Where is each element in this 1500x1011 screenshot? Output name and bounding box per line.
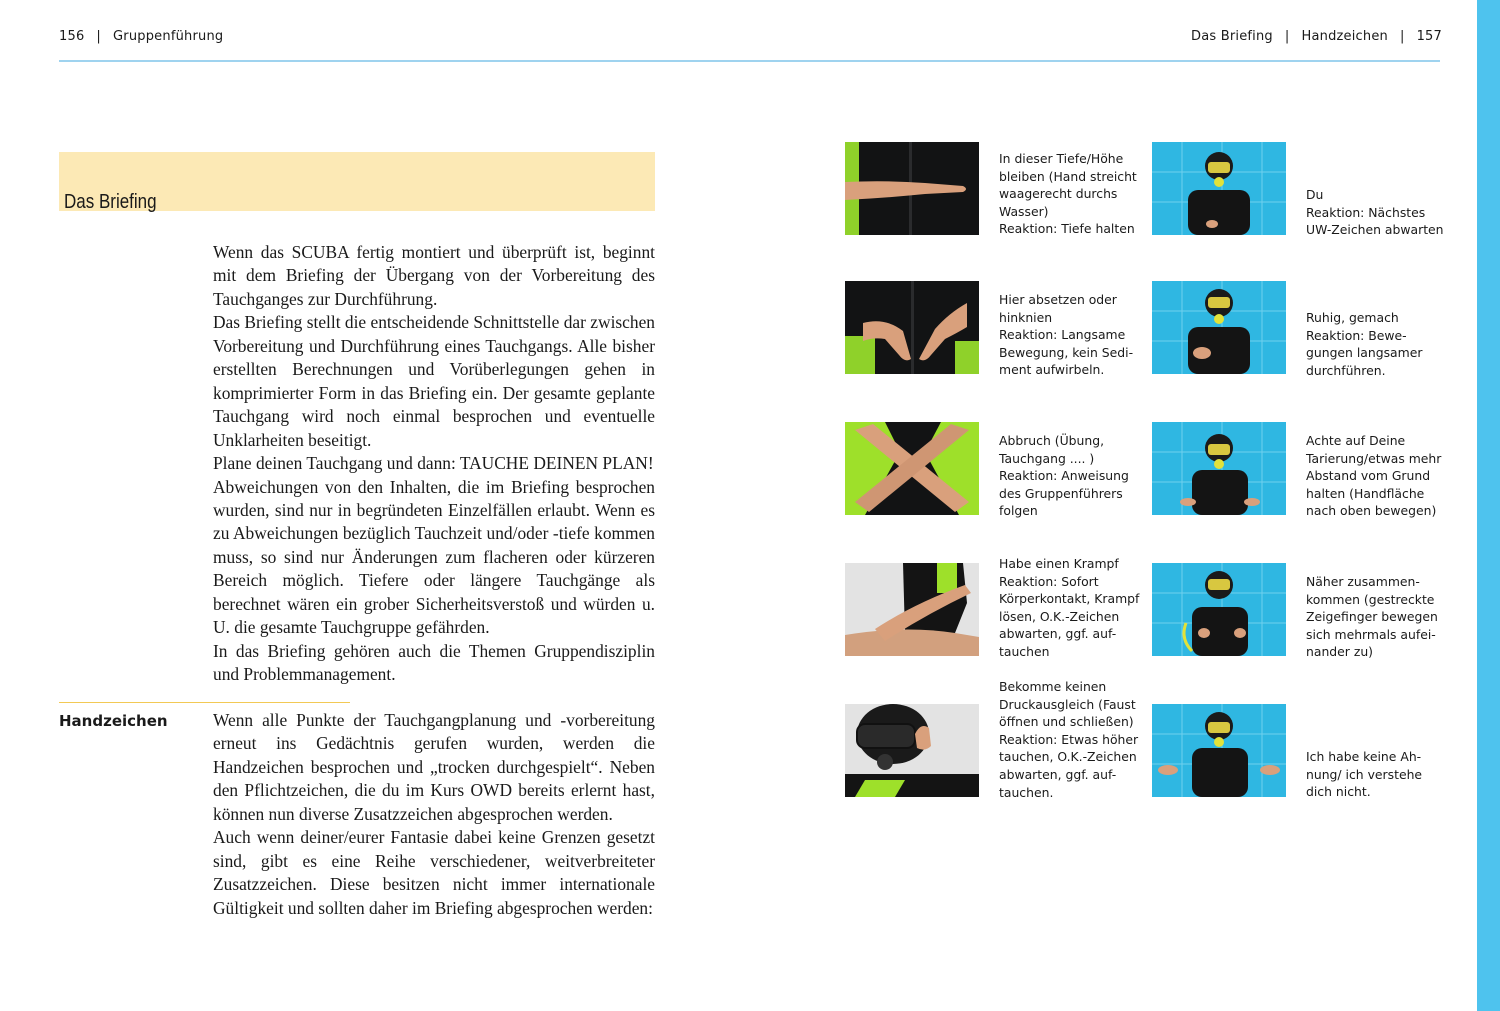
- body-paragraph: Wenn das SCUBA fertig montiert und überprüft ist, beginnt mit dem Briefing der Übergang von der Vorbereitung des Tauchganges zur Durchführung.: [213, 242, 655, 309]
- header-separator: |: [96, 29, 102, 44]
- caption-line: nach oben bewegen): [1306, 503, 1437, 519]
- right-page-number: 157: [1416, 29, 1442, 44]
- hand-sign-photo: [1152, 563, 1286, 656]
- caption-line: Reaktion: Tiefe halten: [999, 221, 1135, 237]
- caption-line: In dieser Tiefe/Höhe: [999, 151, 1124, 166]
- caption-line: folgen: [999, 503, 1038, 519]
- section-title: Das Briefing: [64, 191, 157, 213]
- hand-sign-photo: [845, 422, 979, 515]
- caption-line: Druckausgleich (Faust: [999, 696, 1136, 712]
- caption-line: lösen, O.K.-Zeichen: [999, 608, 1120, 624]
- caption-line: Reaktion: Nächstes: [1306, 204, 1426, 220]
- hand-sign-caption: [999, 150, 1141, 238]
- hand-sign-photo: [1152, 704, 1286, 797]
- caption-line: abwarten, ggf. auf-: [999, 766, 1117, 782]
- caption-line: Reaktion: Sofort: [999, 573, 1099, 589]
- caption-line: Tauchgang .... ): [999, 450, 1095, 466]
- subsection-rule: [59, 702, 350, 703]
- caption-line: Tarierung/etwas mehr: [1306, 450, 1442, 466]
- caption-line: Reaktion: Etwas höher: [999, 731, 1139, 747]
- hand-sign-photo: [1152, 281, 1286, 374]
- caption-line: nung/ ich verstehe: [1306, 766, 1423, 782]
- header-separator: |: [1284, 29, 1290, 44]
- caption-line: durchführen.: [1306, 362, 1386, 378]
- left-page-number: 156: [59, 29, 85, 44]
- right-running-subsection: Handzeichen: [1301, 29, 1388, 44]
- caption-line: gungen langsamer: [1306, 345, 1423, 361]
- caption-line: tauchen, O.K.-Zeichen: [999, 749, 1137, 765]
- hand-sign-photo: [845, 563, 979, 656]
- hand-sign-photo: [1152, 422, 1286, 515]
- caption-line: kommen (gestreckte: [1306, 591, 1435, 607]
- caption-line: ment aufwirbeln.: [999, 362, 1105, 378]
- left-page-header: [59, 29, 223, 44]
- hand-sign-caption: [999, 678, 1141, 801]
- caption-line: Näher zusammen-: [1306, 574, 1420, 589]
- hand-sign-caption: [999, 432, 1141, 520]
- caption-line: Körperkontakt, Krampf: [999, 591, 1140, 607]
- caption-line: sich mehrmals aufei-: [1306, 626, 1436, 642]
- right-page-header: [1191, 29, 1442, 44]
- caption-line: dich nicht.: [1306, 784, 1371, 800]
- header-separator: |: [1399, 29, 1405, 44]
- caption-line: Reaktion: Bewe-: [1306, 327, 1407, 343]
- header-rule: [59, 60, 1440, 62]
- left-running-title: Gruppenführung: [113, 29, 224, 44]
- hand-sign-caption: [1306, 573, 1448, 661]
- caption-line: tauchen.: [999, 784, 1054, 800]
- caption-line: Bewegung, kein Sedi-: [999, 344, 1134, 360]
- hand-sign-caption: [1306, 432, 1448, 520]
- body-paragraph: Abweichungen von den Inhalten, die im Briefing besprochen wurden, sind nur in begründeten Einzelfällen erlaubt. Wenn es zu Abweichungen bezüglich Tauchzeit und/oder -tiefe kommen muss, so sind nur Änderungen zum flacheren oder kürzeren Bereich möglich. Tiefere oder längere Tauchgänge als berechnet wären ein grober Sicherheitsverstoß und würden u. U. die gesamte Tauchgruppe gefährden.: [213, 476, 655, 638]
- caption-line: Du: [1306, 187, 1324, 202]
- right-running-section: Das Briefing: [1191, 29, 1273, 44]
- caption-line: Abstand vom Grund: [1306, 468, 1431, 484]
- caption-line: Wasser): [999, 203, 1049, 219]
- caption-line: des Gruppenführers: [999, 485, 1123, 501]
- section-heading-box: [59, 152, 655, 211]
- page-edge-color-strip: [1477, 0, 1500, 1011]
- hand-sign-photo: [845, 281, 979, 374]
- caption-line: Achte auf Deine: [1306, 433, 1406, 448]
- hand-sign-photo: [845, 142, 979, 235]
- body-paragraph: In das Briefing gehören auch die Themen Gruppendisziplin und Problemmanagement.: [213, 640, 655, 685]
- caption-line: UW-Zeichen abwarten: [1306, 222, 1444, 238]
- hand-sign-photo: [845, 704, 979, 797]
- caption-line: hinknien: [999, 309, 1053, 325]
- caption-line: Abbruch (Übung,: [999, 433, 1105, 448]
- body-paragraph: Das Briefing stellt die entscheidende Schnittstelle dar zwischen Vorbereitung und Durchführung eines Tauchgangs. Alle bisher erstellten Berechnungen und Vorüberlegungen gehen in komprimierter Form in das Briefing ein. Der gesamte geplante Tauchgang wird noch einmal besprochen und eventuelle Unklarheiten beseitigt.: [213, 312, 655, 450]
- caption-line: Habe einen Krampf: [999, 556, 1119, 571]
- caption-line: Ruhig, gemach: [1306, 310, 1399, 325]
- caption-line: Bekomme keinen: [999, 679, 1107, 694]
- caption-line: Hier absetzen oder: [999, 292, 1117, 307]
- subsection-side-label: Handzeichen: [59, 712, 168, 730]
- body-paragraph: Plane deinen Tauchgang und dann: TAUCHE DEINEN PLAN!: [213, 453, 654, 474]
- hand-sign-caption: [1306, 309, 1448, 379]
- caption-line: öffnen und schließen): [999, 714, 1134, 730]
- handzeichen-body-text: [213, 709, 655, 920]
- caption-line: halten (Handfläche: [1306, 485, 1425, 501]
- hand-sign-caption: [999, 555, 1141, 661]
- caption-line: Zeigefinger bewegen: [1306, 609, 1438, 625]
- caption-line: abwarten, ggf. auf-: [999, 626, 1117, 642]
- caption-line: waagerecht durchs: [999, 186, 1118, 202]
- hand-sign-caption: [1306, 186, 1448, 239]
- caption-line: Ich habe keine Ah-: [1306, 749, 1422, 764]
- briefing-body-text: [213, 241, 655, 687]
- hand-sign-caption: [999, 291, 1141, 379]
- body-paragraph: Auch wenn deiner/eurer Fantasie dabei keine Grenzen gesetzt sind, gibt es eine Reihe verschiedener, weitverbreiteter Zusatzzeichen. Diese besitzen nicht immer internationale Gültigkeit und sollten daher im Briefing abgesprochen werden:: [213, 827, 655, 918]
- caption-line: Reaktion: Langsame: [999, 327, 1126, 343]
- caption-line: bleiben (Hand streicht: [999, 168, 1137, 184]
- caption-line: tauchen: [999, 643, 1050, 659]
- caption-line: nander zu): [1306, 644, 1374, 660]
- caption-line: Reaktion: Anweisung: [999, 468, 1129, 484]
- hand-sign-photo: [1152, 142, 1286, 235]
- hand-sign-caption: [1306, 748, 1448, 801]
- body-paragraph: Wenn alle Punkte der Tauchgangplanung und -vorbereitung erneut ins Gedächtnis gerufen wurden, werden die Handzeichen besprochen und „trocken durchgespielt“. Neben den Pflichtzeichen, die du im Kurs OWD bereits erlernt hast, können nun diverse Zusatzzeichen abgesprochen werden.: [213, 710, 655, 824]
